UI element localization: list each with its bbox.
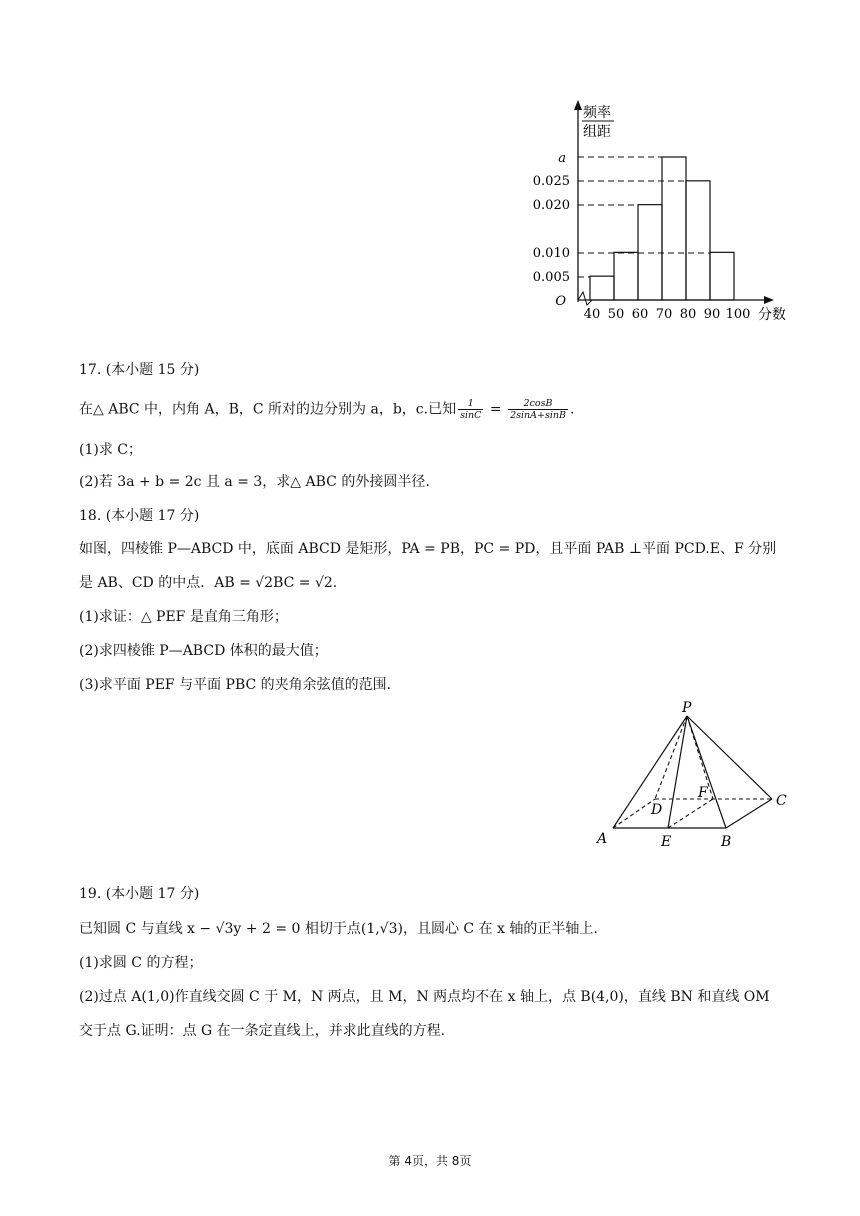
x-tick-label: 80 [679, 307, 697, 322]
q17-header: 17. (本小题 15 分) [79, 362, 200, 378]
vertex-label-E: E [661, 834, 672, 850]
x-tick-label: 100 [725, 307, 751, 322]
q18-header: 18. (本小题 17 分) [79, 508, 200, 524]
vertex-label-F: F [698, 785, 708, 801]
page-footer: 第 4页，共 8页 [388, 1154, 472, 1168]
x-tick-label: 90 [703, 307, 721, 322]
q18-stem-line1: 如图，四棱锥 P—ABCD 中，底面 ABCD 是矩形，PA = PB，PC = PD，且平面 PAB ⊥平面 PCD.E、F 分别 [79, 541, 777, 557]
y-tick-label: 0.020 [532, 198, 570, 213]
q18-part3: (3)求平面 PEF 与平面 PBC 的夹角余弦值的范围. [79, 677, 392, 693]
x-axis-arrow [764, 296, 774, 304]
y-tick-label: 0.010 [532, 246, 570, 261]
y-tick-label: 0.005 [532, 270, 570, 285]
pyramid-figure [590, 695, 800, 855]
frequency-histogram [520, 92, 800, 332]
x-tick-label: 40 [583, 307, 601, 322]
frac1-num: 1 [458, 398, 483, 410]
x-tick-label: 70 [655, 307, 673, 322]
x-tick-label: 50 [607, 307, 625, 322]
q18-part2: (2)求四棱锥 P—ABCD 体积的最大值； [79, 643, 328, 659]
vertex-label-A: A [597, 831, 608, 847]
y-tick-label: 0.025 [532, 174, 570, 189]
histogram-bar-50-60 [614, 252, 638, 300]
q19-header: 19. (本小题 17 分) [79, 886, 200, 902]
q17-part2: (2)若 3a + b = 2c 且 a = 3，求△ ABC 的外接圆半径. [79, 474, 430, 490]
histogram-bar-60-70 [638, 205, 662, 300]
q17-fraction-2 [508, 398, 568, 421]
frac1-den: sinC [460, 410, 482, 421]
vertex-label-D: D [651, 802, 663, 818]
x-unit-label: 分数 [758, 307, 786, 323]
frac2-den: 2sinA+sinB [510, 410, 566, 421]
histogram-bar-90-100 [710, 252, 734, 300]
q17-equals: = [485, 401, 507, 418]
origin-label: O [555, 294, 566, 309]
q18-part1: (1)求证：△ PEF 是直角三角形； [79, 609, 288, 625]
q19-part2-line1: (2)过点 A(1,0)作直线交圆 C 于 M，N 两点，且 M，N 两点均不在 x 轴上，点 B(4,0)，直线 BN 和直线 OM [79, 989, 770, 1005]
q17-fraction-1 [458, 398, 483, 421]
y-tick-label: a [558, 151, 566, 166]
vertex-label-C: C [776, 793, 787, 809]
histogram-bar-70-80 [662, 157, 686, 300]
q17-stem-prefix: 在△ ABC 中，内角 A，B，C 所对的边分别为 a，b，c.已知 [79, 401, 457, 418]
q17-stem [79, 398, 574, 421]
histogram-bar-40-50 [590, 276, 614, 300]
q19-part2-line2: 交于点 G.证明：点 G 在一条定直线上，并求此直线的方程. [79, 1023, 446, 1039]
q19-stem: 已知圆 C 与直线 x − √3y + 2 = 0 相切于点(1,√3)，且圆心 C 在 x 轴的正半轴上. [79, 921, 598, 937]
vertex-label-P: P [682, 700, 692, 716]
q17-part1: (1)求 C； [79, 442, 142, 458]
histogram-bar-80-90 [686, 181, 710, 300]
y-label-bottom: 组距 [583, 124, 611, 140]
y-axis-arrow [574, 100, 582, 110]
q17-stem-suffix: . [569, 401, 575, 418]
q18-stem-line2: 是 AB、CD 的中点．AB = √2BC = √2. [79, 575, 338, 591]
x-tick-label: 60 [631, 307, 649, 322]
vertex-label-B: B [721, 834, 732, 850]
frac2-num: 2cosB [508, 398, 568, 410]
y-label-top: 频率 [583, 105, 611, 121]
q19-part1: (1)求圆 C 的方程； [79, 955, 203, 971]
